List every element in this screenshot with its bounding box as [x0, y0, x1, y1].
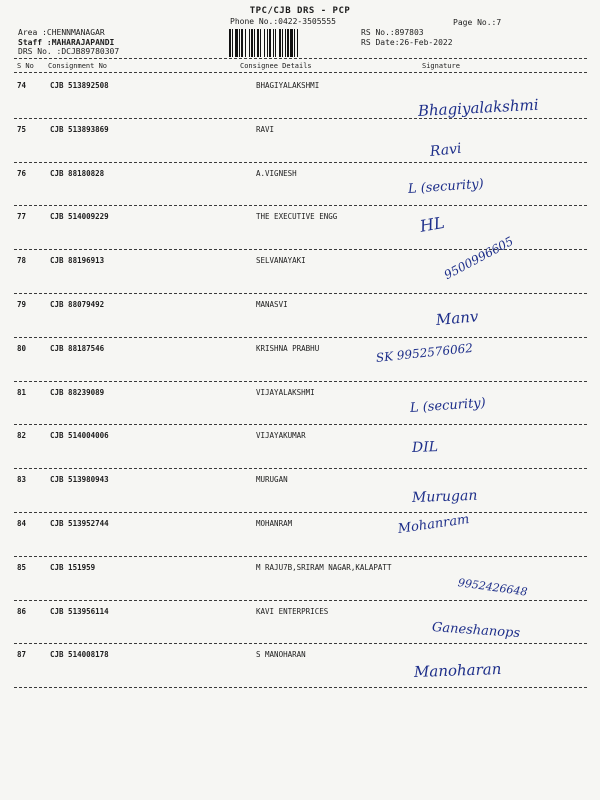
handwritten-signature: Murugan — [411, 487, 478, 507]
consignee-name: A.VIGNESH — [256, 168, 297, 178]
serial-number: 76 — [17, 168, 27, 178]
sheet-title: TPC/CJB DRS - PCP — [249, 6, 351, 16]
serial-number: 87 — [17, 650, 27, 660]
consignee-name: MANASVI — [256, 300, 288, 309]
consignee-name: VIJAYALAKSHMI — [256, 387, 315, 397]
consignment-number: CJB 88187546 — [50, 343, 105, 353]
handwritten-signature: 9952426648 — [457, 575, 529, 599]
handwritten-signature: 9500996605 — [441, 234, 516, 283]
header-right-block — [361, 28, 453, 47]
column-header-consignee: Consignee Details — [240, 62, 312, 70]
handwritten-signature: Ganeshanops — [431, 619, 521, 641]
consignment-number: CJB 88239089 — [50, 387, 105, 397]
header-rule-bottom — [14, 72, 587, 73]
handwritten-signature: Bhagiyalakshmi — [417, 95, 539, 120]
consignment-number: CJB 514009229 — [50, 212, 109, 222]
row-divider — [14, 337, 587, 338]
header-left-block — [18, 28, 119, 57]
staff-label: Staff :MAHARAJAPANDI — [18, 37, 115, 47]
handwritten-signature: SK 9952576062 — [375, 340, 474, 365]
rs-number: RS No.:897803 — [361, 28, 424, 37]
rs-date: RS Date:26-Feb-2022 — [361, 37, 453, 47]
handwritten-signature: Manoharan — [413, 660, 502, 682]
serial-number: 81 — [17, 387, 27, 397]
consignment-number: CJB 88196913 — [50, 256, 105, 266]
page-number: Page No.:7 — [453, 18, 502, 27]
handwritten-signature: Ravi — [429, 140, 463, 160]
column-header-sno: S No — [17, 62, 34, 70]
serial-number: 78 — [17, 256, 27, 266]
row-divider — [14, 687, 587, 688]
column-header-consignment: Consignment No — [48, 62, 108, 70]
consignee-name: RAVI — [256, 124, 275, 134]
consignment-number: CJB 514004006 — [50, 431, 109, 441]
row-divider — [14, 424, 587, 425]
header-rule-top — [14, 58, 587, 59]
serial-number: 74 — [17, 81, 27, 90]
row-divider — [14, 556, 587, 557]
serial-number: 85 — [17, 562, 27, 572]
row-divider — [14, 468, 587, 469]
handwritten-signature: Manv — [435, 307, 480, 329]
row-divider — [14, 600, 587, 601]
consignee-name: S MANOHARAN — [256, 650, 306, 660]
phone-number: Phone No.:0422-3505555 — [230, 17, 336, 26]
handwritten-signature: Mohanram — [396, 512, 471, 537]
row-divider — [14, 205, 587, 206]
consignment-number: CJB 151959 — [50, 562, 96, 572]
area-label: Area :CHENNMANAGAR — [18, 28, 105, 37]
consignment-number: CJB 513980943 — [50, 475, 109, 485]
serial-number: 82 — [17, 431, 27, 441]
drs-number: DRS No. :DCJB89780307 — [18, 47, 120, 56]
handwritten-signature: DIL — [411, 439, 439, 457]
handwritten-signature: L (security) — [409, 395, 487, 416]
consignee-name: KAVI ENTERPRICES — [256, 606, 329, 616]
consignee-name: THE EXECUTIVE ENGG — [256, 212, 338, 222]
consignment-number: CJB 513952744 — [50, 519, 109, 528]
row-divider — [14, 162, 587, 163]
handwritten-signature: HL — [418, 213, 446, 237]
serial-number: 75 — [17, 124, 27, 134]
consignment-number: CJB 513892508 — [50, 81, 109, 90]
consignee-name: MOHANRAM — [256, 519, 293, 528]
barcode — [229, 29, 351, 57]
consignment-number: CJB 514008178 — [50, 650, 109, 660]
consignment-number: CJB 88079492 — [50, 300, 105, 309]
consignee-name: M RAJU7B,SRIRAM NAGAR,KALAPATT — [256, 562, 392, 572]
consignee-name: BHAGIYALAKSHMI — [256, 81, 320, 90]
column-header-signature: Signature — [422, 62, 460, 70]
consignee-name: VIJAYAKUMAR — [256, 431, 306, 441]
consignee-name: KRISHNA PRABHU — [256, 343, 320, 353]
serial-number: 83 — [17, 475, 27, 485]
consignment-number: CJB 513893869 — [50, 124, 109, 134]
row-divider — [14, 381, 587, 382]
consignee-name: MURUGAN — [256, 475, 288, 485]
serial-number: 79 — [17, 300, 27, 309]
serial-number: 80 — [17, 343, 27, 353]
row-divider — [14, 512, 587, 513]
consignee-name: SELVANAYAKI — [256, 256, 306, 266]
row-divider — [14, 293, 587, 294]
row-divider — [14, 118, 587, 119]
serial-number: 86 — [17, 606, 27, 616]
handwritten-signature: L (security) — [407, 176, 485, 197]
consignment-number: CJB 88180828 — [50, 168, 105, 178]
row-divider — [14, 643, 587, 644]
serial-number: 84 — [17, 519, 27, 528]
consignment-number: CJB 513956114 — [50, 606, 109, 616]
serial-number: 77 — [17, 212, 27, 222]
